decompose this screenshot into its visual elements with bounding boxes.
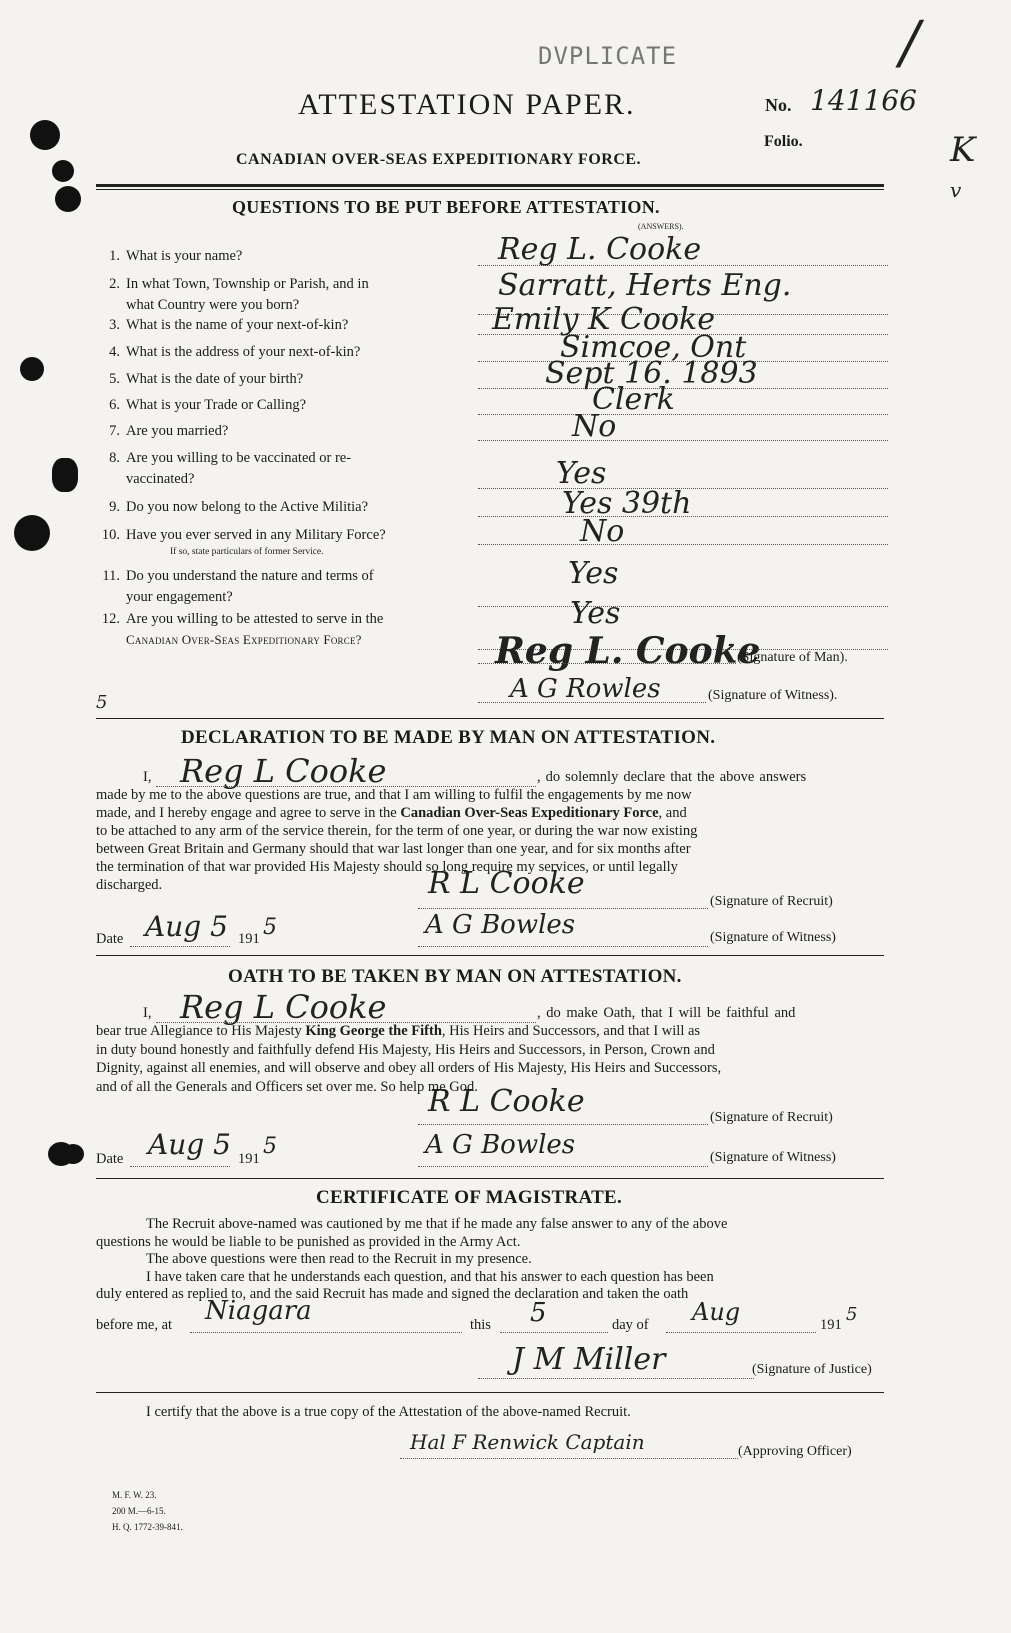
header-divider-thin xyxy=(96,189,884,190)
body-line: made, and I hereby engage and agree to serve in the Canadian Over-Seas Expeditionary Force, and xyxy=(96,805,687,821)
answer-line xyxy=(478,606,888,607)
folio-label: Folio. xyxy=(764,133,803,150)
certificate-place: Niagara xyxy=(205,1296,312,1326)
questions-heading: QUESTIONS TO BE PUT BEFORE ATTESTATION. xyxy=(232,197,660,217)
body-line: to be attached to any arm of the service therein, for the term of one year, or during the war now existing xyxy=(96,823,698,839)
witness-signature-label: (Signature of Witness). xyxy=(708,688,838,703)
oath-date-line xyxy=(130,1166,230,1167)
declaration-date-label: Date xyxy=(96,931,124,947)
question-text: vaccinated? xyxy=(126,471,195,487)
oath-recruit-signature: R L Cooke xyxy=(428,1084,585,1119)
margin-mark: 5 xyxy=(96,692,108,713)
oath-name: Reg L Cooke xyxy=(180,988,387,1026)
question-text: What is the date of your birth? xyxy=(126,371,304,387)
corner-initials: K xyxy=(950,130,976,170)
punch-hole xyxy=(52,458,78,492)
certificate-heading: CERTIFICATE OF MAGISTRATE. xyxy=(316,1187,623,1208)
approving-officer-line xyxy=(400,1458,738,1459)
form-code-3: H. Q. 1772-39-841. xyxy=(112,1522,183,1532)
certificate-day: 5 xyxy=(530,1298,547,1328)
certify-divider xyxy=(96,1392,884,1393)
declaration-recruit-label: (Signature of Recruit) xyxy=(710,894,833,909)
question-answer: Yes xyxy=(570,596,621,631)
question-text: In what Town, Township or Parish, and in xyxy=(126,276,369,292)
question-answer: Sarratt, Herts Eng. xyxy=(498,268,792,303)
question-answer: Yes 39th xyxy=(562,486,692,521)
corner-tick: / xyxy=(900,8,920,76)
certificate-month: Aug xyxy=(692,1298,741,1326)
question-answer: Clerk xyxy=(592,382,675,417)
certificate-this-label: this xyxy=(470,1317,491,1333)
declaration-i: I, xyxy=(143,769,152,785)
man-signature-line xyxy=(478,663,736,664)
form-code-1: M. F. W. 23. xyxy=(112,1490,157,1500)
punch-hole xyxy=(20,357,44,381)
oath-year-value: 5 xyxy=(263,1134,277,1159)
punch-hole xyxy=(55,186,81,212)
certificate-day-line xyxy=(500,1332,608,1333)
answer-line xyxy=(478,544,888,545)
question-number: 7. xyxy=(109,423,120,439)
declaration-witness-label: (Signature of Witness) xyxy=(710,930,836,945)
certificate-dayof-label: day of xyxy=(612,1317,649,1333)
question-text: Canadian Over-Seas Expeditionary Force? xyxy=(126,632,362,647)
declaration-year-prefix: 191 xyxy=(238,931,260,947)
declaration-name: Reg L Cooke xyxy=(180,752,387,790)
number-label: No. xyxy=(765,95,792,115)
question-number: 5. xyxy=(109,371,120,387)
witness-signature: A G Rowles xyxy=(510,674,661,704)
oath-witness-line xyxy=(418,1166,708,1167)
question-text: Do you now belong to the Active Militia? xyxy=(126,499,369,515)
oath-date-label: Date xyxy=(96,1151,124,1167)
question-number: 9. xyxy=(109,499,120,515)
question-number: 6. xyxy=(109,397,120,413)
header-divider xyxy=(96,184,884,187)
answers-label: (ANSWERS). xyxy=(638,222,684,231)
question-answer: No xyxy=(580,514,625,549)
declaration-recruit-signature: R L Cooke xyxy=(428,866,585,901)
justice-signature: J M Miller xyxy=(512,1342,666,1377)
question-number: 1. xyxy=(109,248,120,264)
approving-officer-signature: Hal F Renwick Captain xyxy=(410,1430,645,1454)
oath-witness-signature: A G Bowles xyxy=(425,1130,576,1160)
question-number: 3. xyxy=(109,317,120,333)
question-number: 8. xyxy=(109,450,120,466)
oath-date-value: Aug 5 xyxy=(148,1128,231,1161)
punch-hole xyxy=(30,120,60,150)
justice-signature-label: (Signature of Justice) xyxy=(752,1362,872,1377)
question-answer: Yes xyxy=(568,556,619,591)
body-line: the termination of that war provided His Majesty should so long require my services, or until legally xyxy=(96,859,678,875)
body-line: Dignity, against all enemies, and will observe and obey all orders of His Majesty, His Heirs and Successors, xyxy=(96,1060,722,1076)
question-text: Have you ever served in any Military Force? xyxy=(126,527,386,543)
body-line: The above questions were then read to the Recruit in my presence. xyxy=(146,1251,532,1267)
man-signature-label: (Signature of Man). xyxy=(737,650,848,665)
punch-hole xyxy=(52,160,74,182)
body-line: The Recruit above-named was cautioned by me that if he made any false answer to any of the above xyxy=(146,1216,728,1232)
declaration-date-line xyxy=(130,946,230,947)
question-answer: Yes xyxy=(556,456,607,491)
body-line: and of all the Generals and Officers set over me. So help me God. xyxy=(96,1078,478,1095)
declaration-date-value: Aug 5 xyxy=(145,910,228,943)
certificate-year: 5 xyxy=(846,1304,858,1325)
page-subtitle: CANADIAN OVER-SEAS EXPEDITIONARY FORCE. xyxy=(236,151,642,168)
body-line: discharged. xyxy=(96,877,163,893)
punch-hole xyxy=(62,1144,84,1164)
question-note: If so, state particulars of former Service. xyxy=(170,547,324,557)
question-answer: Reg L. Cooke xyxy=(498,232,702,267)
body-line: made by me to the above questions are true, and that I am willing to fulfil the engagements by me now xyxy=(96,787,692,803)
declaration-line1-tail: , do solemnly declare that the above answers xyxy=(537,769,807,785)
declaration-witness-signature: A G Bowles xyxy=(425,910,576,940)
certificate-place-line xyxy=(190,1332,462,1333)
oath-recruit-label: (Signature of Recruit) xyxy=(710,1110,833,1125)
declaration-year-value: 5 xyxy=(263,915,277,940)
declaration-witness-line xyxy=(418,946,708,947)
answer-line xyxy=(478,414,888,415)
body-line: I have taken care that he understands each question, and that his answer to each question has been xyxy=(146,1268,714,1285)
certify-text: I certify that the above is a true copy of the Attestation of the above-named Recruit. xyxy=(146,1404,631,1420)
question-text: What is the name of your next-of-kin? xyxy=(126,317,349,333)
oath-recruit-line xyxy=(418,1124,708,1125)
corner-check: v xyxy=(950,178,962,202)
question-text: What is the address of your next-of-kin? xyxy=(126,344,361,360)
oath-heading: OATH TO BE TAKEN BY MAN ON ATTESTATION. xyxy=(228,966,682,987)
question-answer: Emily K Cooke xyxy=(492,302,715,337)
page-title: ATTESTATION PAPER. xyxy=(298,88,636,121)
question-text: What is your Trade or Calling? xyxy=(126,397,307,413)
certificate-divider xyxy=(96,1178,884,1179)
declaration-heading: DECLARATION TO BE MADE BY MAN ON ATTESTATION. xyxy=(181,727,716,748)
body-line: questions he would be liable to be punished as provided in the Army Act. xyxy=(96,1233,521,1250)
answer-line xyxy=(478,440,888,441)
question-number: 4. xyxy=(109,344,120,360)
justice-signature-line xyxy=(478,1378,754,1379)
question-text: Are you willing to be vaccinated or re- xyxy=(126,450,352,466)
duplicate-stamp: DVPLICATE xyxy=(538,42,678,70)
oath-divider xyxy=(96,955,884,956)
question-answer: No xyxy=(572,409,617,444)
number-value: 141166 xyxy=(810,84,917,117)
oath-line1-tail: , do make Oath, that I will be faithful and xyxy=(537,1005,796,1021)
body-line: between Great Britain and Germany should that war last longer than one year, and for six months after xyxy=(96,841,691,857)
witness-signature-line xyxy=(478,702,706,703)
question-answer: Simcoe, Ont xyxy=(560,330,747,365)
declaration-divider xyxy=(96,718,884,719)
body-line: duly entered as replied to, and the said Recruit has made and signed the declaration and taken the oath xyxy=(96,1286,689,1302)
question-text: What is your name? xyxy=(126,248,243,264)
body-line: bear true Allegiance to His Majesty King George the Fifth, His Heirs and Successors, and that I will as xyxy=(96,1023,701,1039)
declaration-recruit-line xyxy=(418,908,708,909)
question-text: Are you married? xyxy=(126,423,229,439)
man-signature: Reg L. Cooke xyxy=(495,630,761,672)
question-number: 11. xyxy=(102,568,120,584)
question-text: Do you understand the nature and terms of xyxy=(126,568,374,584)
certificate-before-label: before me, at xyxy=(96,1317,173,1333)
question-answer: Sept 16. 1893 xyxy=(545,356,758,391)
punch-hole xyxy=(14,515,50,551)
question-text: your engagement? xyxy=(126,589,233,605)
certificate-month-line xyxy=(666,1332,816,1333)
oath-i: I, xyxy=(143,1005,152,1021)
oath-year-prefix: 191 xyxy=(238,1151,260,1167)
question-text: Are you willing to be attested to serve in the xyxy=(126,611,384,627)
certificate-year-prefix: 191 xyxy=(820,1317,842,1333)
question-text: what Country were you born? xyxy=(126,297,300,313)
form-code-2: 200 M.—6-15. xyxy=(112,1506,166,1516)
question-number: 2. xyxy=(109,276,120,292)
question-number: 12. xyxy=(101,611,120,627)
approving-officer-label: (Approving Officer) xyxy=(738,1444,852,1459)
body-line: in duty bound honestly and faithfully defend His Majesty, His Heirs and Successors, in Person, Crown and xyxy=(96,1041,715,1058)
question-number: 10. xyxy=(101,527,120,543)
oath-witness-label: (Signature of Witness) xyxy=(710,1150,836,1165)
